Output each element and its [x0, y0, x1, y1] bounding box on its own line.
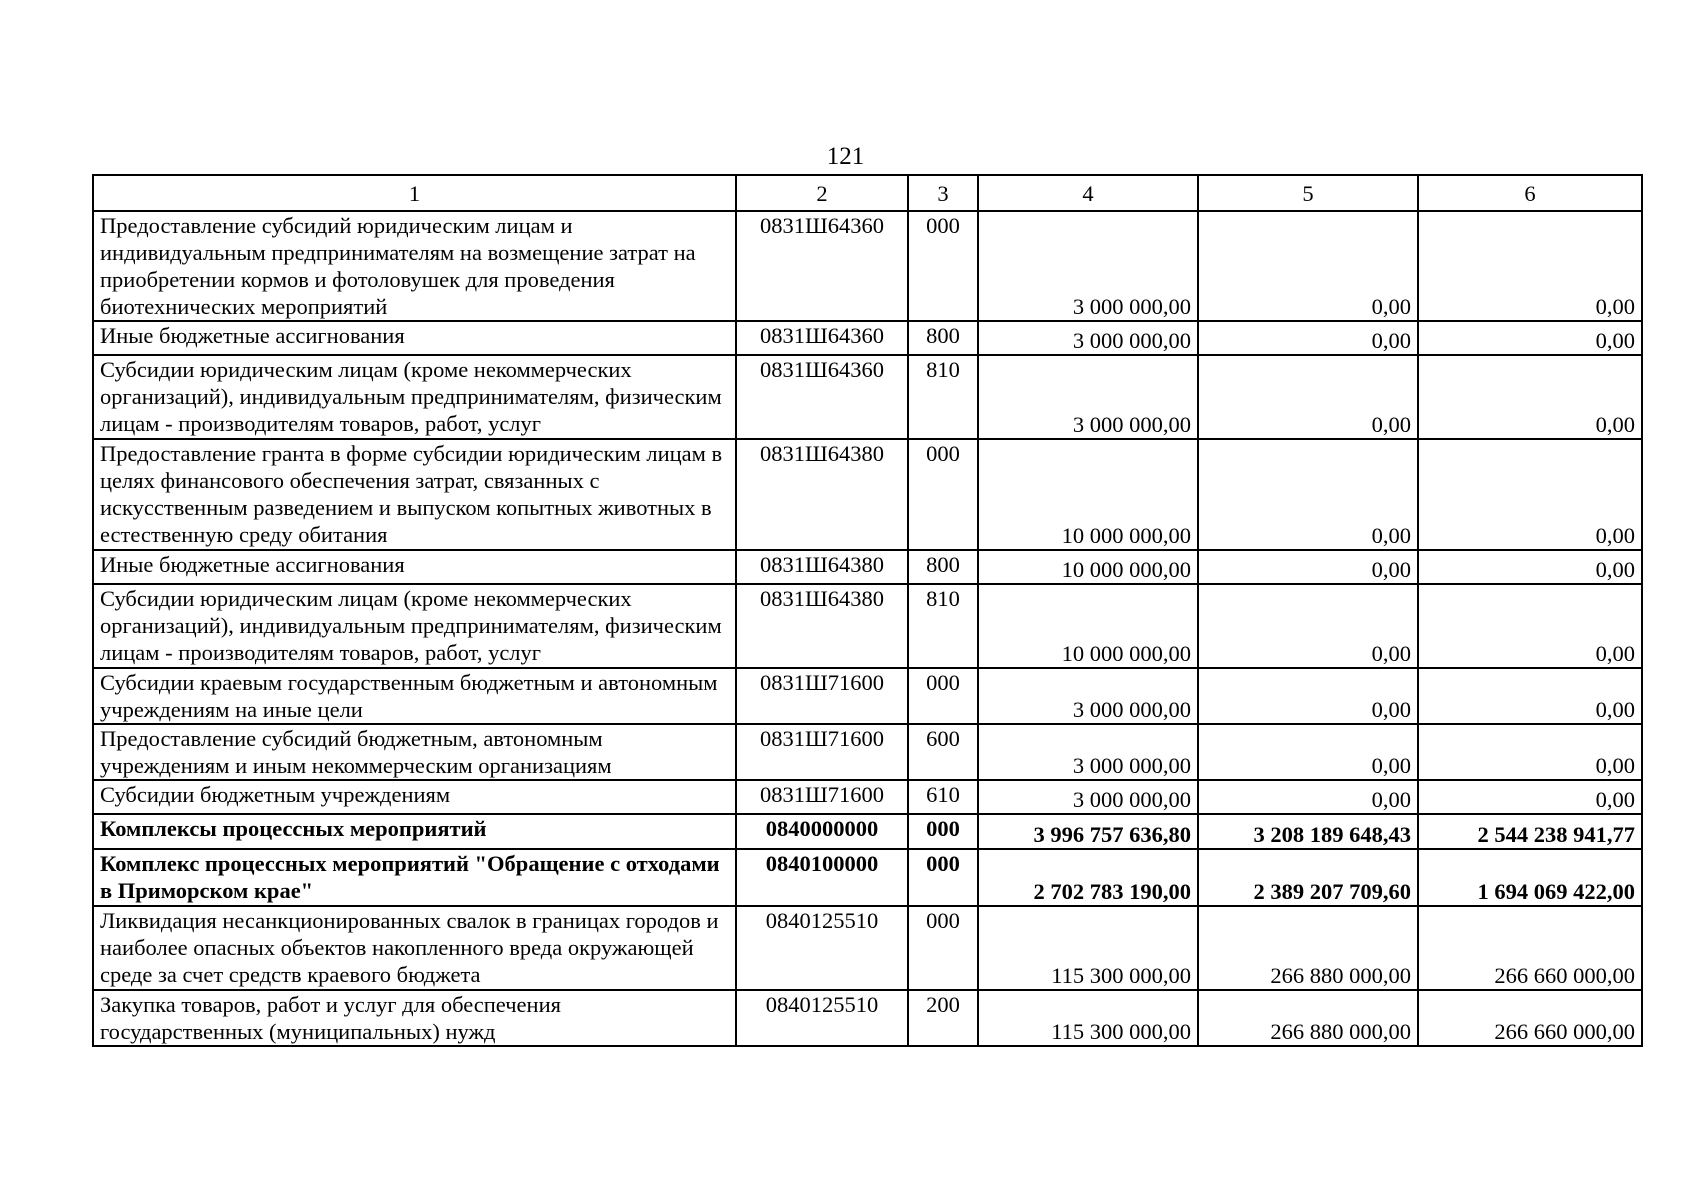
row-name-cell: Комплексы процессных мероприятий: [93, 814, 736, 849]
row-code-cell: 0831Ш71600: [736, 668, 908, 724]
table-row: [93, 439, 1642, 550]
row-value-col5-cell: 2 389 207 709,60: [1198, 849, 1418, 906]
row-value-col4-cell: 3 000 000,00: [978, 321, 1198, 355]
header-cell: 6: [1418, 175, 1642, 211]
row-value-col4-cell: 3 000 000,00: [978, 780, 1198, 814]
row-kvr-cell: 810: [908, 584, 978, 668]
row-value-col5-cell: 266 880 000,00: [1198, 906, 1418, 990]
row-value-col6-cell: 266 660 000,00: [1418, 906, 1642, 990]
row-kvr-cell: 810: [908, 355, 978, 439]
row-code-cell: 0840125510: [736, 906, 908, 990]
row-code-cell: 0831Ш71600: [736, 780, 908, 814]
header-cell: 2: [736, 175, 908, 211]
row-kvr-cell: 000: [908, 906, 978, 990]
row-kvr-cell: 610: [908, 780, 978, 814]
table-row: [93, 724, 1642, 780]
row-value-col6-cell: 2 544 238 941,77: [1418, 814, 1642, 849]
row-value-col5-cell: 0,00: [1198, 668, 1418, 724]
row-name-cell: Предоставление субсидий бюджетным, автономным учреждениям и иным некоммерческим организациям: [93, 724, 736, 780]
row-name-cell: Иные бюджетные ассигнования: [93, 321, 736, 355]
budget-table: [92, 174, 1643, 1047]
row-value-col6-cell: 0,00: [1418, 724, 1642, 780]
row-value-col4-cell: 2 702 783 190,00: [978, 849, 1198, 906]
row-code-cell: 0840125510: [736, 990, 908, 1046]
row-name-cell: Субсидии бюджетным учреждениям: [93, 780, 736, 814]
row-kvr-cell: 000: [908, 849, 978, 906]
row-value-col4-cell: 3 000 000,00: [978, 724, 1198, 780]
row-value-col6-cell: 1 694 069 422,00: [1418, 849, 1642, 906]
row-value-col6-cell: 0,00: [1418, 211, 1642, 321]
row-value-col6-cell: 0,00: [1418, 584, 1642, 668]
row-value-col5-cell: 0,00: [1198, 584, 1418, 668]
row-value-col6-cell: 0,00: [1418, 355, 1642, 439]
row-code-cell: 0831Ш64360: [736, 211, 908, 321]
row-value-col5-cell: 0,00: [1198, 724, 1418, 780]
row-kvr-cell: 000: [908, 211, 978, 321]
table-row: [93, 550, 1642, 584]
row-name-cell: Предоставление субсидий юридическим лицам и индивидуальным предпринимателям на возмещение затрат на приобретении кормов и фотоловушек для проведения биотехнических мероприятий: [93, 211, 736, 321]
row-value-col4-cell: 10 000 000,00: [978, 439, 1198, 550]
row-value-col5-cell: 0,00: [1198, 780, 1418, 814]
table-row: [93, 584, 1642, 668]
table-row: [93, 211, 1642, 321]
row-name-cell: Субсидии юридическим лицам (кроме некоммерческих организаций), индивидуальным предпринимателям, физическим лицам - производителям товаров, работ, услуг: [93, 584, 736, 668]
row-value-col6-cell: 0,00: [1418, 439, 1642, 550]
row-code-cell: 0831Ш64360: [736, 321, 908, 355]
row-name-cell: Субсидии краевым государственным бюджетным и автономным учреждениям на иные цели: [93, 668, 736, 724]
row-code-cell: 0831Ш64360: [736, 355, 908, 439]
row-value-col5-cell: 0,00: [1198, 211, 1418, 321]
row-kvr-cell: 600: [908, 724, 978, 780]
table-header-row: [93, 175, 1642, 211]
row-value-col4-cell: 115 300 000,00: [978, 906, 1198, 990]
header-cell: 3: [908, 175, 978, 211]
row-value-col5-cell: 0,00: [1198, 355, 1418, 439]
row-kvr-cell: 800: [908, 550, 978, 584]
table-row: [93, 668, 1642, 724]
row-value-col5-cell: 266 880 000,00: [1198, 990, 1418, 1046]
row-value-col6-cell: 0,00: [1418, 668, 1642, 724]
row-name-cell: Закупка товаров, работ и услуг для обеспечения государственных (муниципальных) нужд: [93, 990, 736, 1046]
table-row: [93, 780, 1642, 814]
table-row: [93, 906, 1642, 990]
row-value-col4-cell: 3 000 000,00: [978, 668, 1198, 724]
row-value-col5-cell: 3 208 189 648,43: [1198, 814, 1418, 849]
row-value-col6-cell: 0,00: [1418, 321, 1642, 355]
page-number: 121: [826, 143, 865, 170]
header-cell: 4: [978, 175, 1198, 211]
row-kvr-cell: 000: [908, 814, 978, 849]
row-kvr-cell: 000: [908, 668, 978, 724]
row-code-cell: 0831Ш64380: [736, 584, 908, 668]
row-kvr-cell: 200: [908, 990, 978, 1046]
row-kvr-cell: 800: [908, 321, 978, 355]
table-row: [93, 849, 1642, 906]
row-value-col6-cell: 0,00: [1418, 550, 1642, 584]
row-code-cell: 0831Ш64380: [736, 550, 908, 584]
row-code-cell: 0831Ш71600: [736, 724, 908, 780]
header-cell: 1: [93, 175, 736, 211]
row-value-col4-cell: 10 000 000,00: [978, 584, 1198, 668]
row-name-cell: Иные бюджетные ассигнования: [93, 550, 736, 584]
table-row: [93, 814, 1642, 849]
row-value-col4-cell: 3 000 000,00: [978, 211, 1198, 321]
row-value-col4-cell: 115 300 000,00: [978, 990, 1198, 1046]
row-code-cell: 0840100000: [736, 849, 908, 906]
table-row: [93, 321, 1642, 355]
row-name-cell: Субсидии юридическим лицам (кроме некоммерческих организаций), индивидуальным предпринимателям, физическим лицам - производителям товаров, работ, услуг: [93, 355, 736, 439]
row-kvr-cell: 000: [908, 439, 978, 550]
row-value-col4-cell: 3 000 000,00: [978, 355, 1198, 439]
row-code-cell: 0840000000: [736, 814, 908, 849]
row-value-col4-cell: 10 000 000,00: [978, 550, 1198, 584]
row-name-cell: Комплекс процессных мероприятий "Обращение с отходами в Приморском крае": [93, 849, 736, 906]
row-value-col4-cell: 3 996 757 636,80: [978, 814, 1198, 849]
header-cell: 5: [1198, 175, 1418, 211]
row-name-cell: Ликвидация несанкционированных свалок в границах городов и наиболее опасных объектов накопленного вреда окружающей среде за счет средств краевого бюджета: [93, 906, 736, 990]
row-value-col6-cell: 266 660 000,00: [1418, 990, 1642, 1046]
table-row: [93, 990, 1642, 1046]
row-value-col5-cell: 0,00: [1198, 550, 1418, 584]
row-code-cell: 0831Ш64380: [736, 439, 908, 550]
row-value-col5-cell: 0,00: [1198, 439, 1418, 550]
row-value-col6-cell: 0,00: [1418, 780, 1642, 814]
row-value-col5-cell: 0,00: [1198, 321, 1418, 355]
row-name-cell: Предоставление гранта в форме субсидии юридическим лицам в целях финансового обеспечения затрат, связанных с искусственным разведением и выпуском копытных животных в естественную среду обитания: [93, 439, 736, 550]
table-row: [93, 355, 1642, 439]
